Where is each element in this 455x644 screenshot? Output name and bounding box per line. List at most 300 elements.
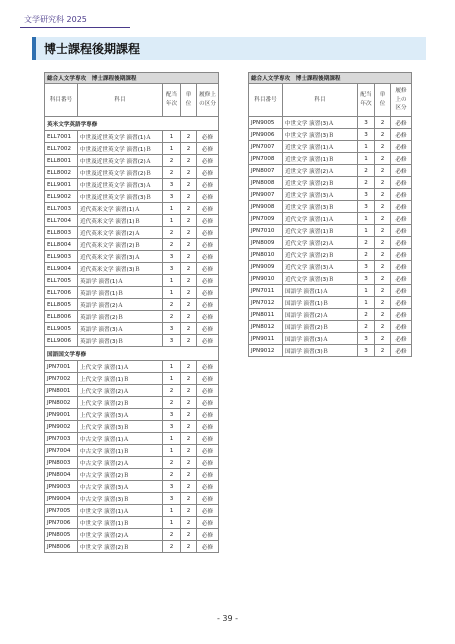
assigned-year: 1 [163,215,181,227]
credits: 2 [181,335,197,347]
assigned-year: 2 [163,469,181,481]
credits: 2 [181,445,197,457]
table-row [45,263,219,275]
credits: 2 [181,505,197,517]
credits: 2 [181,275,197,287]
course-name: 中古文学 演習(1)Ａ [78,433,163,445]
course-code: JPN9011 [249,333,283,345]
header-requirement: 履修上の区分 [197,84,219,117]
assigned-year: 3 [163,335,181,347]
table-row [249,237,412,249]
header-credits: 単位 [181,84,197,117]
assigned-year: 2 [163,227,181,239]
table-row [45,457,219,469]
table-row [45,385,219,397]
requirement: 必修 [391,309,412,321]
assigned-year: 1 [358,153,375,165]
header-code: 科目番号 [45,84,78,117]
course-code: ELL7005 [45,275,78,287]
assigned-year: 1 [163,445,181,457]
requirement: 必修 [391,249,412,261]
header-year: 配当年次 [163,84,181,117]
requirement: 必修 [197,529,219,541]
credits: 2 [375,237,391,249]
requirement: 必修 [197,469,219,481]
course-code: JPN9001 [45,409,78,421]
course-code: JPN8002 [45,397,78,409]
credits: 2 [181,373,197,385]
table-row [45,311,219,323]
assigned-year: 3 [163,409,181,421]
course-code: JPN8005 [45,529,78,541]
table-row [45,541,219,553]
course-name: 中古文学 演習(3)Ａ [78,481,163,493]
course-name: 中古文学 演習(3)Ｂ [78,493,163,505]
course-name: 近代文学 演習(2)Ｂ [283,249,358,261]
section-row [45,117,219,131]
requirement: 必修 [391,117,412,129]
table-row [45,251,219,263]
course-code: JPN9008 [249,201,283,213]
course-name: 近代英米文学 演習(3)Ｂ [78,263,163,275]
assigned-year: 3 [358,333,375,345]
course-name: 中世文学 演習(2)Ａ [78,529,163,541]
assigned-year: 1 [163,275,181,287]
course-name: 近代文学 演習(3)Ａ [283,261,358,273]
course-name: 近世文学 演習(1)Ａ [283,141,358,153]
course-name: 中世及近世英文学 演習(1)Ａ [78,131,163,143]
requirement: 必修 [197,131,219,143]
credits: 2 [181,541,197,553]
course-code: ELL8004 [45,239,78,251]
credits: 2 [181,457,197,469]
table-row [249,129,412,141]
course-code: JPN9010 [249,273,283,285]
requirement: 必修 [197,493,219,505]
assigned-year: 2 [163,299,181,311]
assigned-year: 2 [163,397,181,409]
requirement: 必修 [391,129,412,141]
table-row [45,227,219,239]
requirement: 必修 [197,541,219,553]
course-name: 上代文学 演習(3)Ｂ [78,421,163,433]
course-code: ELL9003 [45,251,78,263]
credits: 2 [375,189,391,201]
requirement: 必修 [197,215,219,227]
course-code: JPN8003 [45,457,78,469]
course-code: ELL9004 [45,263,78,275]
table-row [45,493,219,505]
assigned-year: 2 [358,177,375,189]
requirement: 必修 [391,201,412,213]
course-code: ELL7001 [45,131,78,143]
course-code: JPN7005 [45,505,78,517]
header-subject: 科目 [78,84,163,117]
credits: 2 [375,285,391,297]
course-name: 近代英米文学 演習(1)Ｂ [78,215,163,227]
assigned-year: 3 [358,345,375,357]
requirement: 必修 [391,213,412,225]
assigned-year: 1 [358,213,375,225]
course-code: JPN7011 [249,285,283,297]
credits: 2 [181,155,197,167]
credits: 2 [375,141,391,153]
table-row [249,285,412,297]
course-code: JPN7003 [45,433,78,445]
course-name: 近世文学 演習(3)Ｂ [283,201,358,213]
header-year: 配当年次 [358,84,375,117]
requirement: 必修 [391,321,412,333]
course-name: 近世文学 演習(2)Ｂ [283,177,358,189]
credits: 2 [181,299,197,311]
course-name: 英語学 演習(2)Ｂ [78,311,163,323]
credits: 2 [181,397,197,409]
course-code: JPN8007 [249,165,283,177]
requirement: 必修 [391,333,412,345]
column-header-row [249,84,412,117]
course-code: JPN9005 [249,117,283,129]
course-name: 中世文学 演習(1)Ｂ [78,517,163,529]
credits: 2 [375,177,391,189]
course-name: 近世文学 演習(1)Ｂ [283,153,358,165]
requirement: 必修 [197,517,219,529]
requirement: 必修 [197,275,219,287]
course-name: 近代英米文学 演習(2)Ａ [78,227,163,239]
course-name: 中世及近世英文学 演習(3)Ｂ [78,191,163,203]
section-row [45,347,219,361]
requirement: 必修 [391,225,412,237]
requirement: 必修 [391,165,412,177]
table-row [249,321,412,333]
requirement: 必修 [391,345,412,357]
credits: 2 [181,227,197,239]
course-name: 近代文学 演習(1)Ｂ [283,225,358,237]
requirement: 必修 [391,189,412,201]
course-code: ELL8001 [45,155,78,167]
course-name: 英語学 演習(1)Ｂ [78,287,163,299]
requirement: 必修 [197,251,219,263]
credits: 2 [181,143,197,155]
course-code: ELL9005 [45,323,78,335]
section-title: 国語国文学専修 [45,347,219,361]
table-row [249,333,412,345]
table-row [249,117,412,129]
requirement: 必修 [197,311,219,323]
requirement: 必修 [197,385,219,397]
table-row [45,179,219,191]
course-code: JPN7002 [45,373,78,385]
requirement: 必修 [197,287,219,299]
requirement: 必修 [197,457,219,469]
assigned-year: 2 [358,237,375,249]
assigned-year: 2 [358,309,375,321]
assigned-year: 3 [163,323,181,335]
assigned-year: 1 [163,517,181,529]
course-name: 中世及近世英文学 演習(2)Ｂ [78,167,163,179]
assigned-year: 3 [163,179,181,191]
left-course-table [44,72,219,553]
requirement: 必修 [197,433,219,445]
assigned-year: 3 [163,251,181,263]
course-name: 英語学 演習(2)Ａ [78,299,163,311]
table-row [45,203,219,215]
credits: 2 [375,165,391,177]
course-name: 中世文学 演習(1)Ａ [78,505,163,517]
category-row [249,73,412,84]
course-code: JPN7009 [249,213,283,225]
requirement: 必修 [197,155,219,167]
credits: 2 [375,297,391,309]
assigned-year: 3 [358,189,375,201]
credits: 2 [181,131,197,143]
course-name: 英語学 演習(3)Ａ [78,323,163,335]
header-title: 文学研究科 2025 [24,15,87,24]
course-code: JPN9009 [249,261,283,273]
course-name: 国語学 演習(2)Ａ [283,309,358,321]
course-code: JPN9002 [45,421,78,433]
table-row [45,155,219,167]
assigned-year: 3 [163,493,181,505]
page-number: - 39 - [216,614,239,623]
course-code: ELL8002 [45,167,78,179]
table-row [249,249,412,261]
course-code: JPN8004 [45,469,78,481]
assigned-year: 2 [163,167,181,179]
assigned-year: 2 [163,239,181,251]
course-name: 近世文学 演習(3)Ａ [283,189,358,201]
table-row [249,309,412,321]
course-name: 中古文学 演習(1)Ｂ [78,445,163,457]
header-subject: 科目 [283,84,358,117]
course-code: JPN7004 [45,445,78,457]
assigned-year: 2 [358,165,375,177]
course-name: 上代文学 演習(2)Ｂ [78,397,163,409]
table-row [249,213,412,225]
credits: 2 [181,203,197,215]
table-row [45,287,219,299]
credits: 2 [181,239,197,251]
course-name: 国語学 演習(2)Ｂ [283,321,358,333]
course-name: 上代文学 演習(3)Ａ [78,409,163,421]
course-code: JPN8001 [45,385,78,397]
assigned-year: 1 [163,143,181,155]
assigned-year: 2 [163,155,181,167]
course-name: 近世文学 演習(2)Ａ [283,165,358,177]
course-name: 近代文学 演習(3)Ｂ [283,273,358,285]
table-row [45,275,219,287]
assigned-year: 1 [163,433,181,445]
course-code: JPN9006 [249,129,283,141]
course-name: 中世文学 演習(3)Ａ [283,117,358,129]
assigned-year: 1 [358,141,375,153]
requirement: 必修 [197,445,219,457]
table-row [45,397,219,409]
course-name: 近代英米文学 演習(1)Ａ [78,203,163,215]
table-row [45,373,219,385]
credits: 2 [181,421,197,433]
category-label: 総合人文学専攻 博士課程後期課程 [45,73,219,84]
credits: 2 [375,129,391,141]
credits: 2 [375,333,391,345]
credits: 2 [181,179,197,191]
requirement: 必修 [197,323,219,335]
credits: 2 [181,433,197,445]
requirement: 必修 [197,361,219,373]
course-name: 上代文学 演習(2)Ａ [78,385,163,397]
course-name: 中世及近世英文学 演習(2)Ａ [78,155,163,167]
table-row [45,361,219,373]
table-row [45,505,219,517]
credits: 2 [181,529,197,541]
table-row [45,143,219,155]
course-name: 国語学 演習(3)Ｂ [283,345,358,357]
assigned-year: 1 [163,203,181,215]
course-code: JPN7012 [249,297,283,309]
credits: 2 [181,481,197,493]
credits: 2 [181,385,197,397]
credits: 2 [181,323,197,335]
course-name: 近代文学 演習(1)Ａ [283,213,358,225]
category-row [45,73,219,84]
table-row [45,433,219,445]
table-row [45,215,219,227]
requirement: 必修 [391,273,412,285]
table-row [45,191,219,203]
assigned-year: 2 [163,385,181,397]
course-code: ELL7004 [45,215,78,227]
course-name: 上代文学 演習(1)Ａ [78,361,163,373]
course-code: JPN7010 [249,225,283,237]
assigned-year: 1 [163,505,181,517]
course-code: ELL7006 [45,287,78,299]
credits: 2 [181,191,197,203]
table-row [249,141,412,153]
header-rule [20,27,130,28]
course-name: 近代英米文学 演習(2)Ｂ [78,239,163,251]
requirement: 必修 [197,263,219,275]
credits: 2 [181,263,197,275]
credits: 2 [181,469,197,481]
requirement: 必修 [391,297,412,309]
requirement: 必修 [197,409,219,421]
table-row [249,189,412,201]
requirement: 必修 [391,237,412,249]
requirement: 必修 [197,421,219,433]
credits: 2 [375,273,391,285]
assigned-year: 1 [163,131,181,143]
right-course-table [248,72,412,357]
course-code: JPN8009 [249,237,283,249]
requirement: 必修 [197,179,219,191]
credits: 2 [375,153,391,165]
assigned-year: 1 [163,373,181,385]
course-name: 中世文学 演習(2)Ｂ [78,541,163,553]
course-code: ELL8005 [45,299,78,311]
course-code: JPN7001 [45,361,78,373]
table-row [45,409,219,421]
requirement: 必修 [197,167,219,179]
credits: 2 [181,251,197,263]
table-row [249,261,412,273]
course-code: JPN9012 [249,345,283,357]
table-row [45,131,219,143]
credits: 2 [375,213,391,225]
assigned-year: 1 [358,285,375,297]
assigned-year: 3 [358,261,375,273]
credits: 2 [375,309,391,321]
credits: 2 [181,361,197,373]
course-code: ELL9001 [45,179,78,191]
header-credits: 単位 [375,84,391,117]
assigned-year: 1 [358,225,375,237]
assigned-year: 1 [163,287,181,299]
assigned-year: 3 [358,117,375,129]
course-name: 上代文学 演習(1)Ｂ [78,373,163,385]
credits: 2 [181,493,197,505]
course-name: 中世及近世英文学 演習(1)Ｂ [78,143,163,155]
assigned-year: 3 [163,263,181,275]
assigned-year: 2 [358,249,375,261]
course-code: ELL7003 [45,203,78,215]
requirement: 必修 [197,335,219,347]
requirement: 必修 [197,299,219,311]
requirement: 必修 [391,141,412,153]
assigned-year: 3 [358,273,375,285]
page-title: 博士課程後期課程 [44,42,141,56]
course-code: JPN9004 [45,493,78,505]
page-title-banner [32,37,426,60]
table-row [45,299,219,311]
credits: 2 [375,117,391,129]
assigned-year: 3 [358,129,375,141]
section-title: 英米文学英語学専修 [45,117,219,131]
credits: 2 [181,215,197,227]
course-code: JPN8006 [45,541,78,553]
course-name: 国語学 演習(1)Ｂ [283,297,358,309]
course-code: JPN9003 [45,481,78,493]
requirement: 必修 [197,227,219,239]
course-name: 中世文学 演習(3)Ｂ [283,129,358,141]
table-row [249,297,412,309]
table-row [45,167,219,179]
table-row [249,177,412,189]
assigned-year: 2 [163,311,181,323]
course-name: 中古文学 演習(2)Ｂ [78,469,163,481]
credits: 2 [181,409,197,421]
table-row [45,529,219,541]
assigned-year: 3 [163,191,181,203]
table-row [45,517,219,529]
course-name: 中世及近世英文学 演習(3)Ａ [78,179,163,191]
course-code: ELL8003 [45,227,78,239]
credits: 2 [375,345,391,357]
table-row [249,273,412,285]
assigned-year: 1 [358,297,375,309]
credits: 2 [181,311,197,323]
course-code: ELL9006 [45,335,78,347]
requirement: 必修 [391,153,412,165]
credits: 2 [375,201,391,213]
assigned-year: 2 [358,321,375,333]
course-name: 近代英米文学 演習(3)Ａ [78,251,163,263]
table-row [45,421,219,433]
table-row [45,239,219,251]
credits: 2 [181,287,197,299]
credits: 2 [375,225,391,237]
assigned-year: 1 [163,361,181,373]
assigned-year: 3 [358,201,375,213]
credits: 2 [181,517,197,529]
